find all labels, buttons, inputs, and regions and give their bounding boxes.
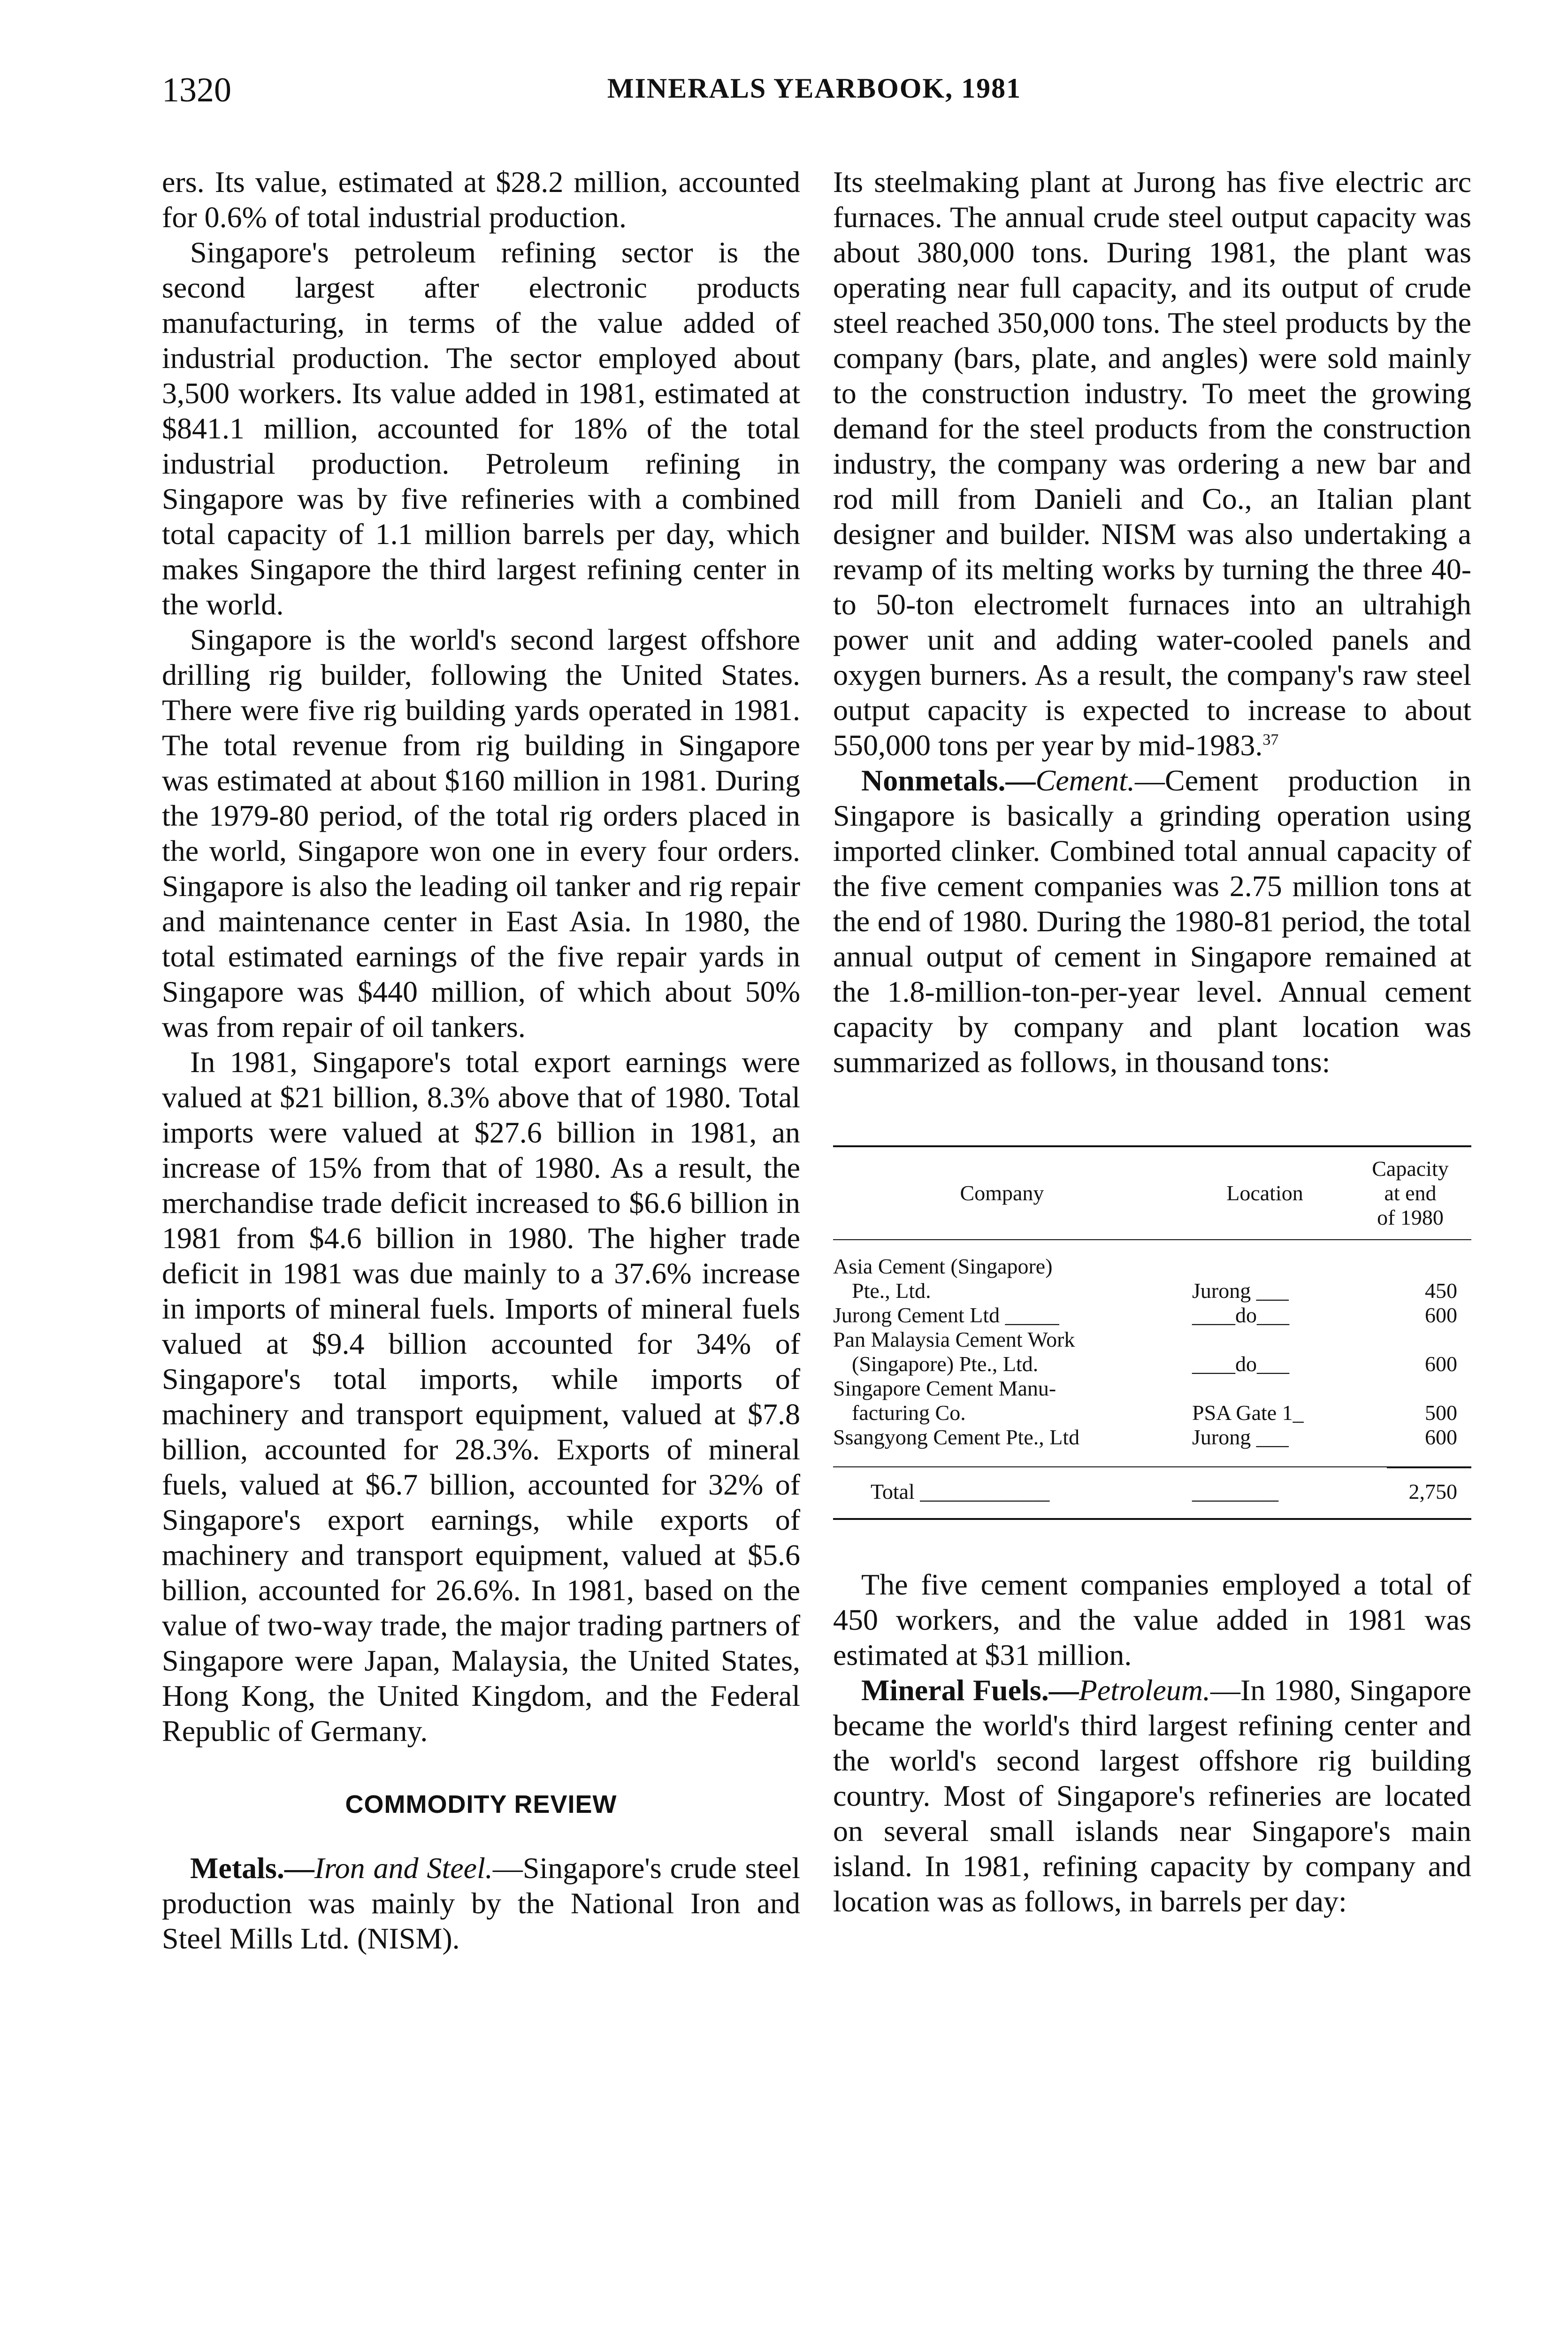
- cell-company: [833, 1327, 1180, 1376]
- cement-capacity-table: [833, 1145, 1471, 1520]
- table-row: [833, 1327, 1471, 1376]
- paragraph: [833, 1672, 1471, 1919]
- cell-location: Jurong ___: [1192, 1425, 1289, 1449]
- total-capacity: 2,750: [1408, 1480, 1457, 1503]
- cell-location: ____do___: [1192, 1303, 1289, 1327]
- table-body: [833, 1240, 1471, 1459]
- paragraph: ers. Its value, estimated at $28.2 million, accounted for 0.6% of total industrial production.: [162, 165, 800, 234]
- cell-company: [833, 1254, 1180, 1303]
- paragraph: Singapore's petroleum refining sector is the second largest after electronic products manufacturing, in terms of the value added of industrial production. The sector employed about 3,500 workers. Its value added in 1981, estimated at $841.1 million, accounted for 18% of the total industrial production. Petroleum refining in Singapore was by five refineries with a combined total capacity of 1.1 million barrels per day, which makes Singapore the third largest refining center in the world.: [162, 236, 800, 621]
- table-total-row: [833, 1466, 1471, 1518]
- capacity-header-line: Capacity: [1372, 1157, 1449, 1181]
- cell-company: [833, 1425, 1180, 1450]
- cell-capacity: 600: [1425, 1352, 1457, 1376]
- run-in-heading: Nonmetals.—: [861, 764, 1036, 797]
- run-in-heading: Metals.—: [190, 1851, 314, 1885]
- cell-capacity: 500: [1425, 1401, 1457, 1425]
- cell-capacity: 600: [1425, 1425, 1457, 1449]
- paragraph-text: In 1980, Singapore became the world's third largest refining center and the world's second largest offshore rig building country. Most of Singapore's refineries are located on several small islands near Singapore's main island. In 1981, refining capacity by company and location was as follows, in barrels per day:: [833, 1673, 1472, 1918]
- subheading: Petroleum.: [1078, 1673, 1210, 1707]
- company-name: Jurong Cement Ltd _____: [833, 1303, 1059, 1327]
- table-row: [833, 1303, 1471, 1327]
- paragraph-text: Its steelmaking plant at Jurong has five electric arc furnaces. The annual crude steel output capacity was about 380,000 tons. During 1981, the plant was operating near full capacity, and its output of crude steel reached 350,000 tons. The steel products by the company (bars, plate, and angles) were sold mainly to the construction industry. To meet the growing demand for the steel products from the construction industry, the company was ordering a new bar and rod mill from Danieli and Co., an Italian plant designer and builder. NISM was also undertaking a revamp of its melting works by turning the three 40- to 50-ton electromelt furnaces into an ultrahigh power unit and adding water-cooled panels and oxygen burners. As a result, the company's raw steel output capacity is expected to increase to about 550,000 tons per year by mid-1983.: [833, 165, 1471, 762]
- dash: —: [1210, 1673, 1240, 1707]
- paragraph: The five cement companies employed a total of 450 workers, and the value added in 1981 was estimated at $31 million.: [833, 1568, 1471, 1672]
- paragraph: In 1981, Singapore's total export earnings were valued at $21 billion, 8.3% above that of 1980. Total imports were valued at $27.6 billion in 1981, an increase of 15% from that of 1980. As a result, the merchandise trade deficit increased to $6.6 billion in 1981 from $4.6 billion in 1980. The higher trade deficit in 1981 was due mainly to a 37.6% increase in imports of mineral fuels. Imports of mineral fuels valued at $9.4 billion accounted for 34% of Singapore's total imports, while imports of machinery and transport equipment, valued at $7.8 billion, accounted for 28.3%. Exports of mineral fuels, valued at $6.7 billion, accounted for 32% of Singapore's export earnings, while exports of machinery and transport equipment, valued at $5.6 billion, accounted for 26.6%. In 1981, based on the value of two-way trade, the major trading partners of Singapore were Japan, Malaysia, the United States, Hong Kong, the United Kingdom, and the Federal Republic of Germany.: [162, 1045, 800, 1748]
- cell-location: PSA Gate 1_: [1192, 1401, 1304, 1425]
- cell-location: Jurong ___: [1192, 1279, 1289, 1303]
- capacity-header-line: at end: [1384, 1181, 1437, 1205]
- running-title: MINERALS YEARBOOK, 1981: [607, 73, 1022, 104]
- total-location: ________: [1192, 1480, 1278, 1503]
- footnote-reference: 37: [1262, 731, 1279, 749]
- dash: —: [492, 1851, 523, 1885]
- section-heading: COMMODITY REVIEW: [345, 1790, 617, 1818]
- cell-company: [833, 1303, 1180, 1327]
- subheading: Iron and Steel.: [314, 1851, 493, 1885]
- table-row: [833, 1376, 1471, 1425]
- capacity-header-line: of 1980: [1377, 1205, 1444, 1229]
- company-name-cont: Pte., Ltd.: [852, 1279, 931, 1303]
- paragraph: [833, 164, 1471, 763]
- cell-location: ____do___: [1192, 1352, 1289, 1376]
- subheading: Cement.: [1035, 764, 1135, 797]
- table-row: [833, 1425, 1471, 1450]
- company-name: Pan Malaysia Cement Work: [833, 1327, 1075, 1351]
- company-name-cont: facturing Co.: [852, 1401, 966, 1425]
- table-row: [833, 1254, 1471, 1303]
- company-name: Ssangyong Cement Pte., Ltd: [833, 1425, 1080, 1449]
- column-header-capacity: [1349, 1157, 1471, 1230]
- cell-company: [833, 1376, 1180, 1425]
- left-column: [162, 164, 800, 1956]
- paragraph: [162, 1850, 800, 1956]
- paragraph-text: Cement production in Singapore is basically a grinding operation using imported clinker. Combined total annual capacity of the five cement companies was 2.75 million tons at the end of 1980. During the 1980-81 period, the total annual output of cement in Singapore remained at the 1.8-million-ton-per-year level. Annual cement capacity by company and plant location was summarized as follows, in thousand tons:: [833, 764, 1471, 1079]
- company-name: Asia Cement (Singapore): [833, 1254, 1053, 1278]
- company-name: Singapore Cement Manu-: [833, 1376, 1056, 1400]
- cell-capacity: 450: [1425, 1279, 1457, 1303]
- page-number: 1320: [162, 71, 231, 109]
- paragraph: [833, 763, 1471, 1080]
- paragraph-text: Singapore's crude steel production was mainly by the National Iron and Steel Mills Ltd. (NISM).: [162, 1851, 800, 1955]
- company-name-cont: (Singapore) Pte., Ltd.: [852, 1352, 1039, 1376]
- right-column: [833, 164, 1471, 1919]
- paragraph: Singapore is the world's second largest offshore drilling rig builder, following the United States. There were five rig building yards operated in 1981. The total revenue from rig building in Singapore was estimated at about $160 million in 1981. During the 1979-80 period, of the total rig orders placed in the world, Singapore won one in every four orders. Singapore is also the leading oil tanker and rig repair and maintenance center in East Asia. In 1980, the total estimated earnings of the five repair yards in Singapore was $440 million, of which about 50% was from repair of oil tankers.: [162, 623, 800, 1043]
- total-label: Total ____________: [871, 1480, 1050, 1503]
- subtotal-rule: [1387, 1467, 1471, 1468]
- column-header-location: Location: [1226, 1181, 1303, 1205]
- table-header: [833, 1147, 1471, 1240]
- dash: —: [1135, 764, 1165, 797]
- column-header-company: Company: [960, 1181, 1044, 1205]
- page-header: [162, 70, 1467, 122]
- run-in-heading: Mineral Fuels.—: [861, 1673, 1079, 1707]
- cell-capacity: 600: [1425, 1303, 1457, 1327]
